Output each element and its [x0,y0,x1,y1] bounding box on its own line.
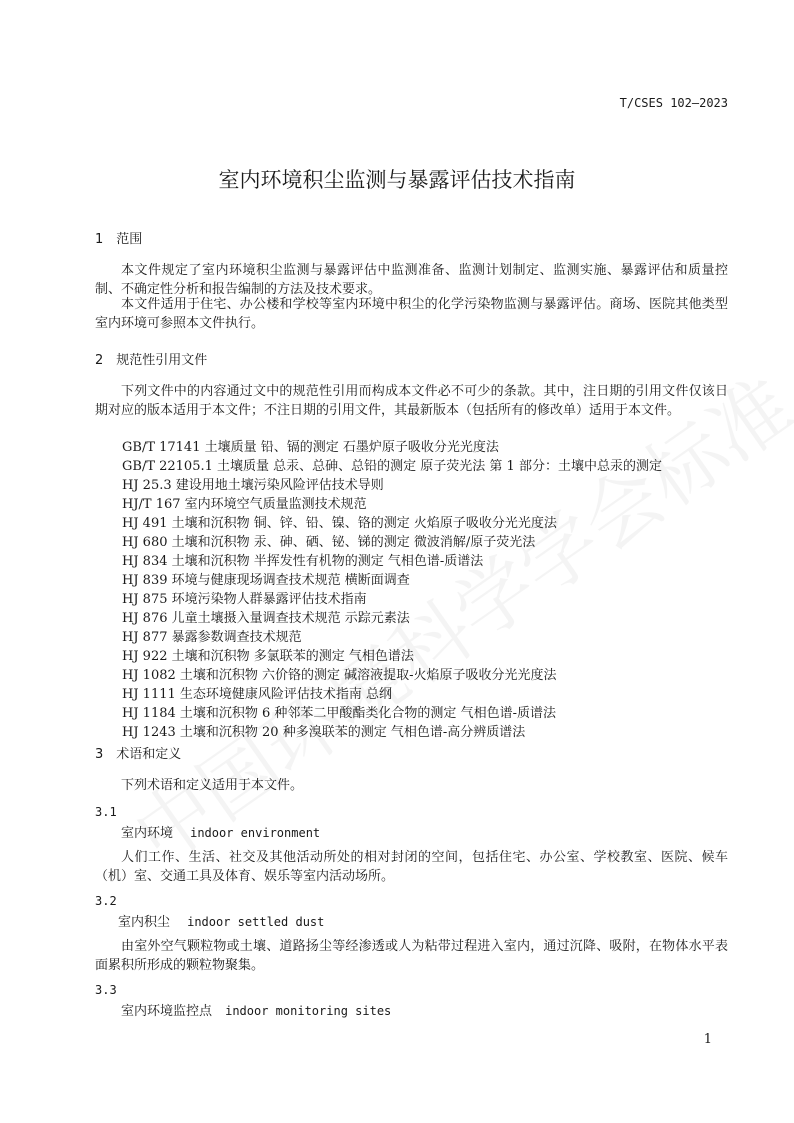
section-3-heading: 3 术语和定义 [95,747,182,762]
section-2-heading: 2 规范性引用文件 [95,353,208,368]
reference-item: HJ/T 167 室内环境空气质量监测技术规范 [122,497,367,512]
term-zh: 室内环境监控点 [121,1004,213,1019]
reference-item: GB/T 17141 土壤质量 铅、镉的测定 石墨炉原子吸收分光光度法 [122,440,499,455]
term-entry [121,822,320,841]
reference-item: HJ 1111 生态环境健康风险评估技术指南 总纲 [122,687,393,702]
reference-item: HJ 680 土壤和沉积物 汞、砷、硒、铋、锑的测定 微波消解/原子荧光法 [122,535,536,550]
term-zh: 室内环境 [121,826,174,841]
document-code: T/CSES 102—2023 [619,96,728,110]
term-number: 3.3 [95,983,117,997]
reference-item: HJ 839 环境与健康现场调查技术规范 横断面调查 [122,573,410,588]
section-1-heading: 1 范围 [95,232,143,247]
reference-item: HJ 1243 土壤和沉积物 20 种多溴联苯的测定 气相色谱-高分辨质谱法 [122,725,526,740]
page-title: 室内环境积尘监测与暴露评估技术指南 [218,168,576,192]
term-entry [121,1000,391,1019]
reference-item: HJ 834 土壤和沉积物 半挥发性有机物的测定 气相色谱-质谱法 [122,554,484,569]
term-number: 3.2 [95,894,117,908]
reference-item: HJ 25.3 建设用地土壤污染风险评估技术导则 [122,478,384,493]
reference-item: HJ 1184 土壤和沉积物 6 种邻苯二甲酸酯类化合物的测定 气相色谱-质谱法 [122,706,556,721]
reference-item: HJ 877 暴露参数调查技术规范 [122,630,302,645]
terms-intro: 下列术语和定义适用于本文件。 [121,778,304,793]
scope-paragraph-2: 本文件适用于住宅、办公楼和学校等室内环境中积尘的化学污染物监测与暴露评估。商场、医院其他类型室内环境可参照本文件执行。 [95,297,728,331]
reference-item: HJ 491 土壤和沉积物 铜、锌、铅、镍、铬的测定 火焰原子吸收分光光度法 [122,516,557,531]
reference-item: HJ 876 儿童土壤摄入量调查技术规范 示踪元素法 [122,611,410,626]
term-en: indoor monitoring sites [225,1004,392,1018]
term-definition: 由室外空气颗粒物或土壤、道路扬尘等经渗透或人为粘带过程进入室内，通过沉降、吸附，在物体水平表面累积所形成的颗粒物聚集。 [95,939,728,973]
reference-item: GB/T 22105.1 土壤质量 总汞、总砷、总铅的测定 原子荧光法 第 1 部分：土壤中总汞的测定 [122,459,662,474]
term-en: indoor settled dust [187,915,325,929]
reference-item: HJ 1082 土壤和沉积物 六价铬的测定 碱溶液提取-火焰原子吸收分光光度法 [122,668,557,683]
page-number: 1 [703,1032,712,1047]
scope-paragraph-1: 本文件规定了室内环境积尘监测与暴露评估中监测准备、监测计划制定、监测实施、暴露评估和质量控制、不确定性分析和报告编制的方法及技术要求。 [95,263,728,297]
references-intro: 下列文件中的内容通过文中的规范性引用而构成本文件必不可少的条款。其中，注日期的引用文件仅该日期对应的版本适用于本文件；不注日期的引用文件，其最新版本（包括所有的修改单）适用于本文件。 [95,384,728,418]
term-zh: 室内积尘 [118,915,171,930]
term-entry [118,911,324,930]
term-number: 3.1 [95,805,117,819]
reference-item: HJ 922 土壤和沉积物 多氯联苯的测定 气相色谱法 [122,649,414,664]
term-definition: 人们工作、生活、社交及其他活动所处的相对封闭的空间，包括住宅、办公室、学校教室、医院、候车（机）室、交通工具及体育、娱乐等室内活动场所。 [95,850,728,884]
reference-item: HJ 875 环境污染物人群暴露评估技术指南 [122,592,367,607]
term-en: indoor environment [190,826,321,840]
